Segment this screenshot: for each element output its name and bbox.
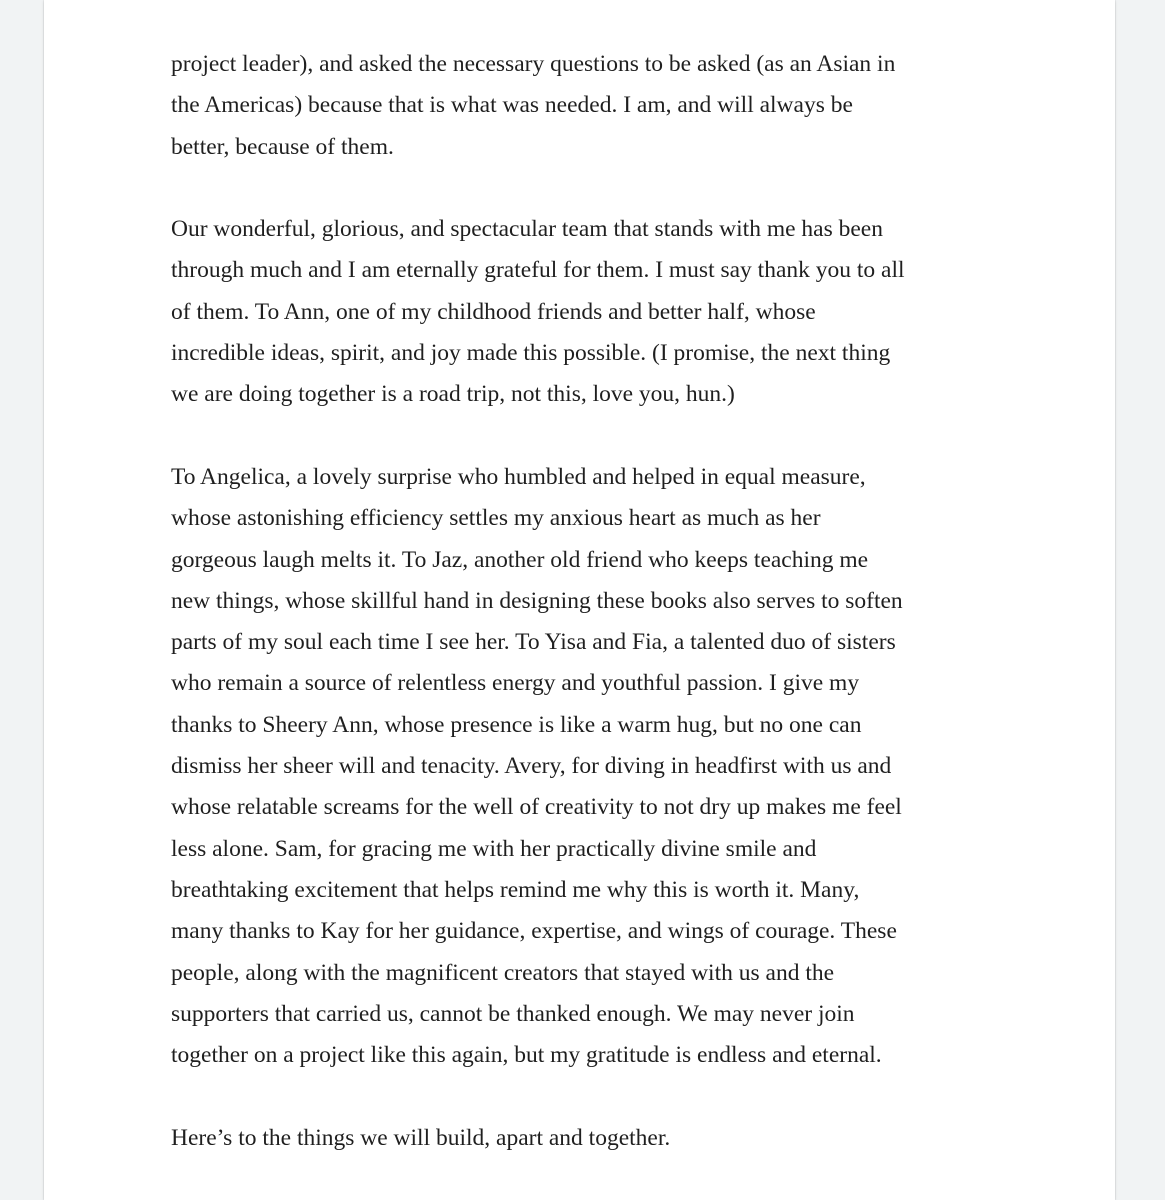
paragraph-4: Here’s to the things we will build, apart and together. bbox=[171, 1124, 671, 1151]
paragraph-3: To Angelica, a lovely surprise who humbled and helped in equal measure, whose astonishing efficiency settles my anxious heart as much as her gorgeous laugh melts it. To Jaz, another old friend who keeps teaching me new things, whose skillful hand in designing these books also serves to soften parts of my soul each time I see her. To Yisa and Fia, a talented duo of sisters who remain a source of relentless energy and youthful passion. I give my thanks to Sheery Ann, whose presence is like a warm hug, but no one can dismiss her sheer will and tenacity. Avery, for diving in headfirst with us and whose relatable screams for the well of creativity to not dry up makes me feel less alone. Sam, for gracing me with her practically divine smile and breathtaking excitement that helps remind me why this is worth it. Many, many thanks to Kay for her guidance, expertise, and wings of courage. These people, along with the magnificent creators that stayed with us and the supporters that carried us, cannot be thanked enough. We may never join together on a project like this again, but my gratitude is endless and eternal. bbox=[171, 463, 903, 1069]
paragraph-2: Our wonderful, glorious, and spectacular team that stands with me has been through much and I am eternally grateful for them. I must say thank you to all of them. To Ann, one of my childhood friends and better half, whose incredible ideas, spirit, and joy made this possible. (I promise, the next thing we are doing together is a road trip, not this, love you, hun.) bbox=[171, 216, 905, 408]
document-body[interactable] bbox=[171, 44, 1001, 1159]
document-page[interactable] bbox=[44, 0, 1115, 1200]
paragraph-1: project leader), and asked the necessary questions to be asked (as an Asian in the Americas) because that is what was needed. I am, and will always be better, because of them. bbox=[171, 51, 896, 160]
